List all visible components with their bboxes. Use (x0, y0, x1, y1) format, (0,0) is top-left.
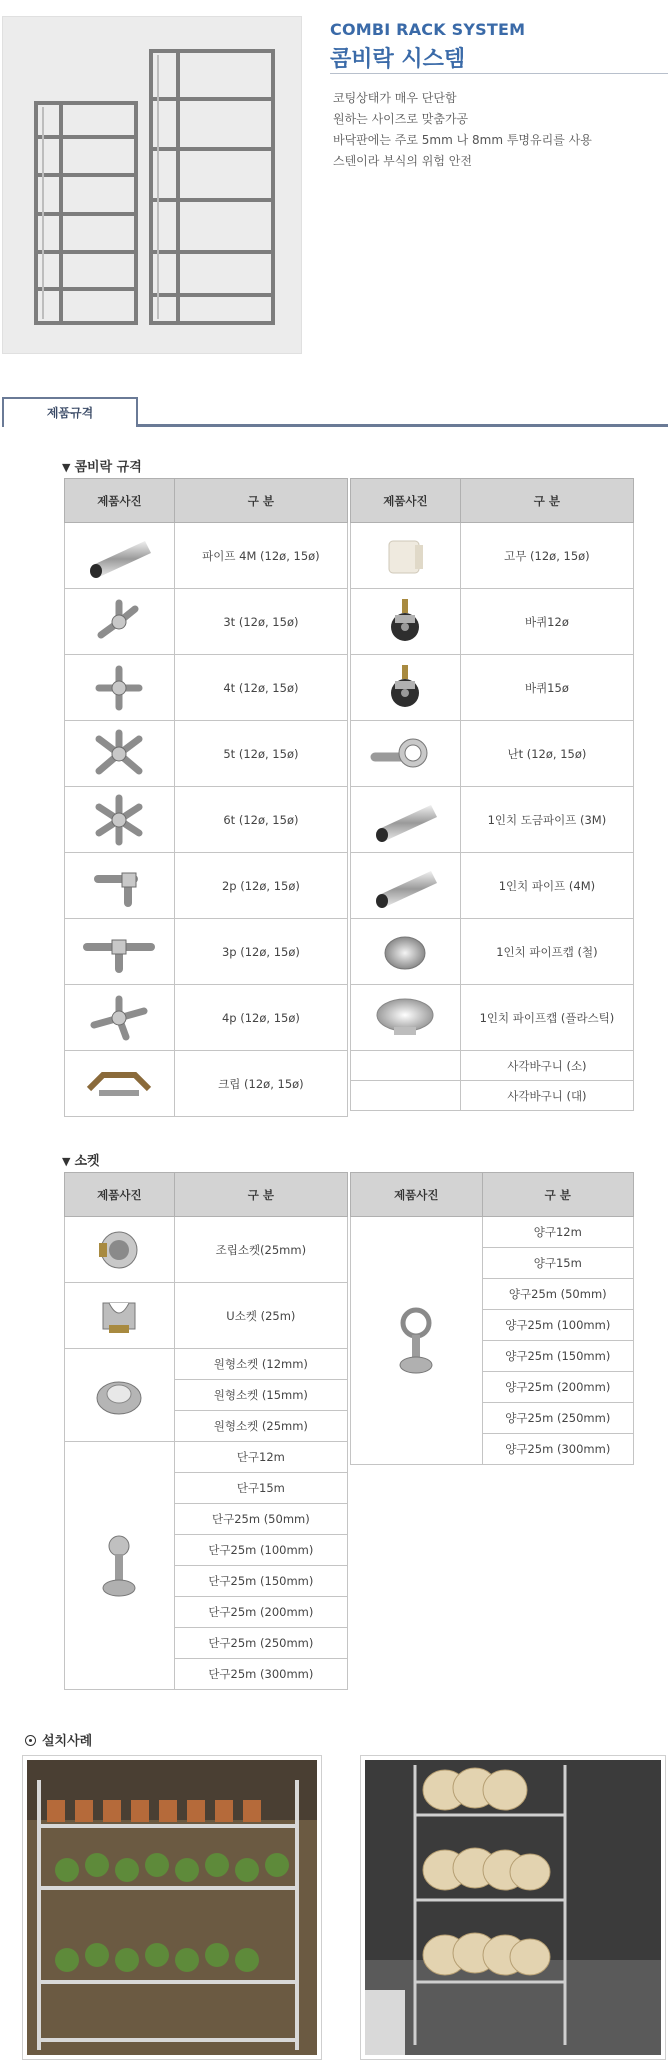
product-name: 3p (12ø, 15ø) (174, 919, 347, 985)
table-row (351, 985, 634, 1051)
hero-product-image (2, 16, 302, 354)
spec-table-left (64, 478, 348, 1117)
product-name: 단구25m (50mm) (174, 1504, 347, 1535)
product-name: 단구25m (150mm) (174, 1566, 347, 1597)
ring-bracket-icon (386, 1301, 446, 1381)
feature-item: 코팅상태가 매우 단단함 (333, 91, 457, 105)
product-name: 4p (12ø, 15ø) (174, 985, 347, 1051)
product-name: 양구25m (200mm) (482, 1372, 633, 1403)
table-row (65, 589, 348, 655)
hero-feature-list (333, 88, 592, 172)
spec-section-heading: ▼ 콤비락 규격 (62, 460, 142, 475)
product-name: 단구25m (100mm) (174, 1535, 347, 1566)
table-row (65, 853, 348, 919)
column-header-name: 구 분 (482, 1173, 633, 1217)
joint-3t-icon (89, 595, 149, 649)
table-row (351, 1051, 634, 1081)
table-row (65, 919, 348, 985)
table-row (65, 985, 348, 1051)
basket-rack-photo (365, 1760, 661, 2055)
product-name: 1인치 파이프캡 (철) (460, 919, 633, 985)
feature-item: 바닥판에는 주로 5mm 나 8mm 투명유리를 사용 (333, 133, 592, 147)
socket-section-heading: ▼ 소켓 (62, 1154, 100, 1169)
target-circle-icon (25, 1735, 36, 1746)
install-section-heading: 설치사례 (25, 1730, 92, 1749)
product-name: 양구25m (300mm) (482, 1434, 633, 1465)
product-name: 파이프 4M (12ø, 15ø) (174, 523, 347, 589)
product-name: 원형소켓 (25mm) (174, 1411, 347, 1442)
joint-4p-icon (84, 991, 154, 1045)
joint-4t-icon (89, 661, 149, 715)
single-bracket-icon (89, 1526, 149, 1606)
spec-table-right (350, 478, 634, 1111)
product-name: 바퀴12ø (460, 589, 633, 655)
feature-item: 원하는 사이즈로 맞춤가공 (333, 112, 469, 126)
u-socket-icon (89, 1289, 149, 1343)
combi-rack-illustration (3, 17, 303, 355)
table-row (65, 787, 348, 853)
column-header-photo: 제품사진 (65, 479, 175, 523)
install-photo-basket-rack (360, 1755, 666, 2060)
joint-6t-icon (89, 793, 149, 847)
product-name: 단구25m (250mm) (174, 1628, 347, 1659)
assembly-socket-icon (89, 1223, 149, 1277)
pipe-icon (365, 795, 445, 845)
table-row (351, 1081, 634, 1111)
socket-table-right (350, 1172, 634, 1465)
plant-rack-photo (27, 1760, 317, 2055)
product-name: 5t (12ø, 15ø) (174, 721, 347, 787)
table-row (65, 1217, 348, 1283)
socket-table-left (64, 1172, 348, 1690)
product-name: 원형소켓 (15mm) (174, 1380, 347, 1411)
table-row (65, 655, 348, 721)
product-name: 1인치 파이프캡 (플라스틱) (460, 985, 633, 1051)
product-name: 사각바구니 (대) (460, 1081, 633, 1111)
table-row (65, 523, 348, 589)
table-row (351, 787, 634, 853)
joint-3p-icon (79, 925, 159, 979)
pipe-cap-steel-icon (375, 925, 435, 979)
joint-5t-icon (89, 727, 149, 781)
product-name: 조립소켓(25mm) (174, 1217, 347, 1283)
table-row (351, 853, 634, 919)
pipe-cap-plastic-icon (370, 991, 440, 1045)
product-name: 4t (12ø, 15ø) (174, 655, 347, 721)
product-name: 양구25m (250mm) (482, 1403, 633, 1434)
product-name: 1인치 도금파이프 (3M) (460, 787, 633, 853)
product-name: 단구12m (174, 1442, 347, 1473)
hero-subtitle: COMBI RACK SYSTEM (330, 20, 526, 39)
column-header-photo: 제품사진 (65, 1173, 175, 1217)
railing-joint-icon (367, 727, 443, 781)
product-name: 바퀴15ø (460, 655, 633, 721)
column-header-photo: 제품사진 (351, 1173, 483, 1217)
table-row (351, 919, 634, 985)
caster-icon (375, 595, 435, 649)
tab-product-spec[interactable]: 제품규격 (2, 397, 138, 427)
product-name: 3t (12ø, 15ø) (174, 589, 347, 655)
table-row (65, 1283, 348, 1349)
install-photo-plant-rack (22, 1755, 322, 2060)
product-name: 원형소켓 (12mm) (174, 1349, 347, 1380)
table-row (351, 721, 634, 787)
product-name: U소켓 (25m) (174, 1283, 347, 1349)
product-name: 양구25m (100mm) (482, 1310, 633, 1341)
product-name: 크립 (12ø, 15ø) (174, 1051, 347, 1117)
table-row (351, 589, 634, 655)
table-row (65, 721, 348, 787)
column-header-name: 구 분 (174, 1173, 347, 1217)
product-name: 사각바구니 (소) (460, 1051, 633, 1081)
product-name: 6t (12ø, 15ø) (174, 787, 347, 853)
product-name: 1인치 파이프 (4M) (460, 853, 633, 919)
table-row (65, 1442, 348, 1473)
feature-item: 스텐이라 부식의 위험 안전 (333, 154, 472, 168)
column-header-name: 구 분 (460, 479, 633, 523)
clip-icon (79, 1059, 159, 1109)
caster-icon (375, 661, 435, 715)
product-name: 난t (12ø, 15ø) (460, 721, 633, 787)
table-row (351, 655, 634, 721)
round-socket-icon (89, 1368, 149, 1422)
product-name: 양구12m (482, 1217, 633, 1248)
product-name: 단구25m (300mm) (174, 1659, 347, 1690)
product-name: 양구25m (150mm) (482, 1341, 633, 1372)
product-name: 단구25m (200mm) (174, 1597, 347, 1628)
pipe-icon (365, 861, 445, 911)
hero-divider (330, 73, 668, 74)
pipe-icon (79, 531, 159, 581)
table-row (351, 523, 634, 589)
column-header-photo: 제품사진 (351, 479, 461, 523)
hero-title: 콤비락 시스템 (330, 47, 466, 72)
column-header-name: 구 분 (174, 479, 347, 523)
joint-2p-icon (84, 859, 154, 913)
product-name: 양구15m (482, 1248, 633, 1279)
product-name: 2p (12ø, 15ø) (174, 853, 347, 919)
triangle-down-icon: ▼ (62, 1155, 71, 1168)
rubber-cap-icon (375, 529, 435, 583)
table-row (65, 1349, 348, 1380)
table-row (65, 1051, 348, 1117)
product-name: 단구15m (174, 1473, 347, 1504)
product-name: 양구25m (50mm) (482, 1279, 633, 1310)
triangle-down-icon: ▼ (62, 461, 71, 474)
table-row (351, 1217, 634, 1248)
product-name: 고무 (12ø, 15ø) (460, 523, 633, 589)
